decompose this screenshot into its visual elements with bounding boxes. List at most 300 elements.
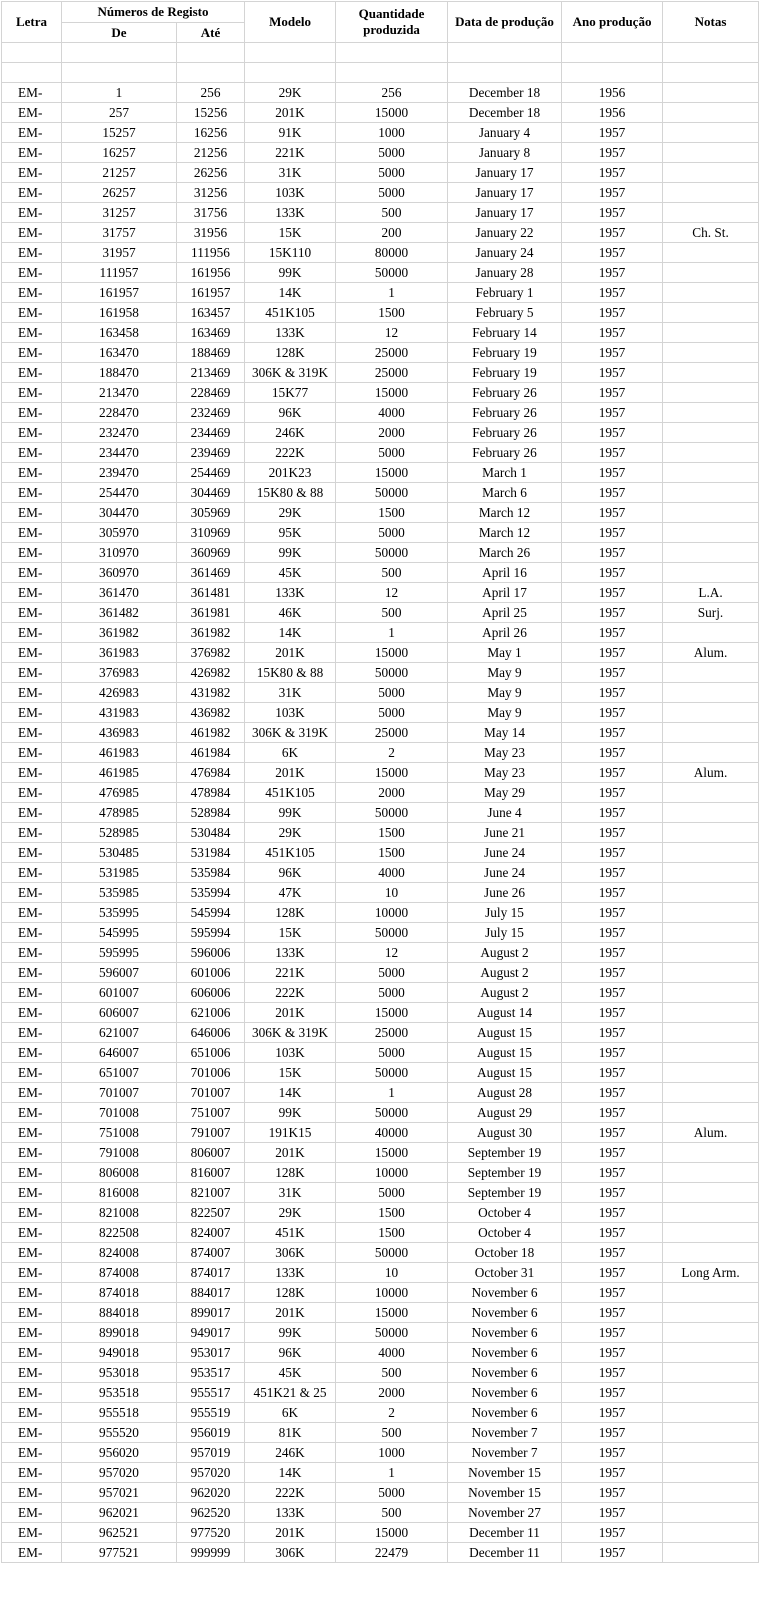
cell-de: 596007: [62, 963, 177, 983]
cell-modelo: 306K & 319K: [245, 363, 336, 383]
cell-ate: 31756: [177, 203, 245, 223]
table-row: [2, 263, 759, 283]
table-row: [2, 1523, 759, 1543]
cell-modelo: 14K: [245, 1083, 336, 1103]
cell-ano: 1957: [562, 243, 663, 263]
cell-ano: 1957: [562, 483, 663, 503]
cell-data: November 27: [448, 1503, 562, 1523]
cell-notas: [663, 903, 759, 923]
cell-modelo: 46K: [245, 603, 336, 623]
table-row: [2, 343, 759, 363]
cell-quantidade: 10: [336, 883, 448, 903]
cell-modelo: 15K: [245, 1063, 336, 1083]
table-row: [2, 483, 759, 503]
cell-modelo: 221K: [245, 143, 336, 163]
cell-quantidade: 500: [336, 1423, 448, 1443]
cell-notas: [663, 83, 759, 103]
table-row: [2, 1363, 759, 1383]
cell-letra: EM-: [2, 323, 62, 343]
cell-modelo: 99K: [245, 1323, 336, 1343]
cell-letra: EM-: [2, 1323, 62, 1343]
cell-ate: 601006: [177, 963, 245, 983]
cell-modelo: 15K77: [245, 383, 336, 403]
cell-notas: L.A.: [663, 583, 759, 603]
cell-de: 461985: [62, 763, 177, 783]
cell-quantidade: 4000: [336, 863, 448, 883]
cell-de: 531985: [62, 863, 177, 883]
cell-letra: EM-: [2, 283, 62, 303]
table-row: [2, 283, 759, 303]
table-row: [2, 943, 759, 963]
cell-de: 953518: [62, 1383, 177, 1403]
cell-quantidade: 50000: [336, 1323, 448, 1343]
cell-data: February 26: [448, 383, 562, 403]
table-row: [2, 983, 759, 1003]
cell-de: 806008: [62, 1163, 177, 1183]
cell-ate: 361469: [177, 563, 245, 583]
cell-ano: 1957: [562, 803, 663, 823]
cell-quantidade: 5000: [336, 683, 448, 703]
cell-modelo: 29K: [245, 503, 336, 523]
cell-letra: EM-: [2, 1443, 62, 1463]
cell-ano: 1957: [562, 603, 663, 623]
cell-ano: 1957: [562, 1003, 663, 1023]
cell-ate: 874007: [177, 1243, 245, 1263]
cell-de: 26257: [62, 183, 177, 203]
cell-letra: EM-: [2, 983, 62, 1003]
cell-de: 239470: [62, 463, 177, 483]
cell-data: January 8: [448, 143, 562, 163]
cell-quantidade: 15000: [336, 103, 448, 123]
cell-letra: EM-: [2, 583, 62, 603]
cell-ate: 606006: [177, 983, 245, 1003]
cell-notas: [663, 443, 759, 463]
cell-ano: 1957: [562, 323, 663, 343]
cell-letra: EM-: [2, 263, 62, 283]
cell-notas: [663, 1503, 759, 1523]
cell-notas: [663, 1283, 759, 1303]
cell-notas: [663, 1483, 759, 1503]
header-notas: Notas: [663, 2, 759, 43]
cell-data: August 2: [448, 943, 562, 963]
cell-quantidade: 10000: [336, 1163, 448, 1183]
cell-data: June 24: [448, 843, 562, 863]
cell-ate: 806007: [177, 1143, 245, 1163]
cell-modelo: 221K: [245, 963, 336, 983]
cell-data: February 19: [448, 363, 562, 383]
cell-ano: 1957: [562, 263, 663, 283]
cell-letra: EM-: [2, 523, 62, 543]
cell-quantidade: 25000: [336, 723, 448, 743]
cell-notas: [663, 823, 759, 843]
cell-ate: 305969: [177, 503, 245, 523]
cell-ate: 955517: [177, 1383, 245, 1403]
cell-ano: 1957: [562, 1463, 663, 1483]
cell-quantidade: 5000: [336, 1483, 448, 1503]
cell-ano: 1957: [562, 923, 663, 943]
cell-notas: Alum.: [663, 763, 759, 783]
cell-ate: 962520: [177, 1503, 245, 1523]
cell-letra: EM-: [2, 1203, 62, 1223]
header-ano: Ano produção: [562, 2, 663, 43]
cell-ate: 360969: [177, 543, 245, 563]
cell-ano: 1957: [562, 423, 663, 443]
cell-letra: EM-: [2, 1363, 62, 1383]
cell-data: December 11: [448, 1543, 562, 1563]
cell-de: 595995: [62, 943, 177, 963]
cell-letra: EM-: [2, 823, 62, 843]
cell-notas: [663, 1323, 759, 1343]
cell-ate: 701007: [177, 1083, 245, 1103]
cell-ate: 957019: [177, 1443, 245, 1463]
cell-notas: [663, 1363, 759, 1383]
table-row: [2, 503, 759, 523]
table-row: [2, 383, 759, 403]
cell-notas: [663, 863, 759, 883]
cell-letra: EM-: [2, 103, 62, 123]
table-row: [2, 363, 759, 383]
cell-quantidade: 500: [336, 1363, 448, 1383]
cell-notas: [663, 683, 759, 703]
cell-quantidade: 5000: [336, 1183, 448, 1203]
cell-ano: 1957: [562, 1203, 663, 1223]
cell-ate: 361982: [177, 623, 245, 643]
cell-data: August 15: [448, 1063, 562, 1083]
cell-notas: [663, 463, 759, 483]
table-row: [2, 1023, 759, 1043]
cell-quantidade: 256: [336, 83, 448, 103]
cell-notas: [663, 1163, 759, 1183]
cell-data: October 4: [448, 1223, 562, 1243]
cell-letra: EM-: [2, 723, 62, 743]
cell-data: August 15: [448, 1023, 562, 1043]
cell-notas: [663, 923, 759, 943]
cell-quantidade: 50000: [336, 1103, 448, 1123]
cell-letra: EM-: [2, 1283, 62, 1303]
cell-quantidade: 22479: [336, 1543, 448, 1563]
cell-ano: 1957: [562, 1283, 663, 1303]
cell-modelo: 201K23: [245, 463, 336, 483]
cell-ano: 1957: [562, 203, 663, 223]
cell-data: May 23: [448, 743, 562, 763]
cell-notas: [663, 363, 759, 383]
cell-modelo: 246K: [245, 423, 336, 443]
cell-modelo: 31K: [245, 163, 336, 183]
cell-data: March 1: [448, 463, 562, 483]
cell-de: 545995: [62, 923, 177, 943]
cell-ano: 1957: [562, 283, 663, 303]
cell-data: March 12: [448, 503, 562, 523]
cell-modelo: 15K: [245, 923, 336, 943]
table-row: [2, 143, 759, 163]
cell-ate: 16256: [177, 123, 245, 143]
cell-ate: 376982: [177, 643, 245, 663]
cell-ate: 256: [177, 83, 245, 103]
table-row: [2, 123, 759, 143]
cell-letra: EM-: [2, 643, 62, 663]
cell-modelo: 81K: [245, 1423, 336, 1443]
cell-ate: 213469: [177, 363, 245, 383]
cell-letra: EM-: [2, 843, 62, 863]
cell-ate: 791007: [177, 1123, 245, 1143]
cell-data: May 23: [448, 763, 562, 783]
cell-data: November 6: [448, 1363, 562, 1383]
cell-modelo: 14K: [245, 1463, 336, 1483]
cell-data: January 22: [448, 223, 562, 243]
cell-letra: EM-: [2, 1043, 62, 1063]
cell-data: August 15: [448, 1043, 562, 1063]
cell-de: 161958: [62, 303, 177, 323]
cell-ano: 1957: [562, 1503, 663, 1523]
cell-quantidade: 50000: [336, 1063, 448, 1083]
cell-letra: EM-: [2, 1383, 62, 1403]
cell-ano: 1957: [562, 163, 663, 183]
cell-quantidade: 4000: [336, 1343, 448, 1363]
cell-letra: EM-: [2, 1143, 62, 1163]
cell-notas: [663, 1463, 759, 1483]
cell-letra: EM-: [2, 203, 62, 223]
cell-ate: 239469: [177, 443, 245, 463]
cell-modelo: 451K105: [245, 783, 336, 803]
cell-ano: 1957: [562, 823, 663, 843]
cell-letra: EM-: [2, 163, 62, 183]
cell-modelo: 246K: [245, 1443, 336, 1463]
cell-ano: 1957: [562, 763, 663, 783]
cell-de: 874008: [62, 1263, 177, 1283]
cell-quantidade: 5000: [336, 163, 448, 183]
table-row: [2, 103, 759, 123]
cell-ano: 1957: [562, 583, 663, 603]
cell-quantidade: 2000: [336, 423, 448, 443]
cell-ate: 535984: [177, 863, 245, 883]
cell-data: February 14: [448, 323, 562, 343]
cell-quantidade: 5000: [336, 443, 448, 463]
table-row: [2, 1143, 759, 1163]
cell-quantidade: 2000: [336, 1383, 448, 1403]
cell-data: May 29: [448, 783, 562, 803]
cell-ate: 899017: [177, 1303, 245, 1323]
cell-letra: EM-: [2, 363, 62, 383]
cell-quantidade: 1500: [336, 503, 448, 523]
cell-data: November 7: [448, 1423, 562, 1443]
cell-letra: EM-: [2, 1103, 62, 1123]
cell-quantidade: 10: [336, 1263, 448, 1283]
cell-ate: 232469: [177, 403, 245, 423]
cell-data: November 6: [448, 1303, 562, 1323]
cell-modelo: 201K: [245, 1143, 336, 1163]
cell-data: May 14: [448, 723, 562, 743]
cell-ano: 1957: [562, 143, 663, 163]
cell-quantidade: 5000: [336, 703, 448, 723]
cell-ate: 874017: [177, 1263, 245, 1283]
cell-modelo: 128K: [245, 1163, 336, 1183]
table-row: [2, 1083, 759, 1103]
cell-quantidade: 15000: [336, 643, 448, 663]
table-row: [2, 1063, 759, 1083]
cell-notas: [663, 1103, 759, 1123]
cell-ano: 1957: [562, 503, 663, 523]
cell-notas: Long Arm.: [663, 1263, 759, 1283]
table-row: [2, 843, 759, 863]
cell-de: 955518: [62, 1403, 177, 1423]
cell-ano: 1957: [562, 1023, 663, 1043]
cell-quantidade: 40000: [336, 1123, 448, 1143]
cell-ate: 15256: [177, 103, 245, 123]
cell-de: 1: [62, 83, 177, 103]
table-row: [2, 1043, 759, 1063]
cell-de: 436983: [62, 723, 177, 743]
cell-modelo: 201K: [245, 1523, 336, 1543]
cell-notas: [663, 1523, 759, 1543]
cell-notas: [663, 783, 759, 803]
cell-ate: 310969: [177, 523, 245, 543]
cell-modelo: 133K: [245, 1263, 336, 1283]
cell-de: 188470: [62, 363, 177, 383]
cell-quantidade: 50000: [336, 1243, 448, 1263]
cell-ano: 1957: [562, 643, 663, 663]
table-row: [2, 923, 759, 943]
cell-quantidade: 2: [336, 743, 448, 763]
cell-modelo: 128K: [245, 343, 336, 363]
cell-ate: 884017: [177, 1283, 245, 1303]
cell-ate: 478984: [177, 783, 245, 803]
cell-letra: EM-: [2, 1303, 62, 1323]
cell-modelo: 451K105: [245, 303, 336, 323]
cell-notas: [663, 243, 759, 263]
cell-notas: [663, 1143, 759, 1163]
cell-modelo: 99K: [245, 263, 336, 283]
cell-ano: 1957: [562, 743, 663, 763]
cell-notas: [663, 1543, 759, 1563]
cell-data: August 2: [448, 963, 562, 983]
cell-quantidade: 2000: [336, 783, 448, 803]
cell-modelo: 133K: [245, 203, 336, 223]
cell-ate: 956019: [177, 1423, 245, 1443]
table-row: [2, 1003, 759, 1023]
cell-data: April 17: [448, 583, 562, 603]
cell-notas: [663, 743, 759, 763]
table-row: [2, 803, 759, 823]
cell-quantidade: 15000: [336, 383, 448, 403]
cell-de: 535985: [62, 883, 177, 903]
cell-de: 957021: [62, 1483, 177, 1503]
cell-quantidade: 5000: [336, 983, 448, 1003]
cell-letra: EM-: [2, 703, 62, 723]
cell-ano: 1957: [562, 883, 663, 903]
cell-ate: 436982: [177, 703, 245, 723]
cell-data: October 4: [448, 1203, 562, 1223]
cell-modelo: 29K: [245, 823, 336, 843]
cell-de: 791008: [62, 1143, 177, 1163]
cell-quantidade: 5000: [336, 1043, 448, 1063]
cell-ate: 528984: [177, 803, 245, 823]
cell-de: 476985: [62, 783, 177, 803]
cell-ate: 361981: [177, 603, 245, 623]
cell-letra: EM-: [2, 443, 62, 463]
cell-letra: EM-: [2, 943, 62, 963]
cell-ano: 1957: [562, 343, 663, 363]
cell-ano: 1957: [562, 1303, 663, 1323]
cell-data: December 18: [448, 103, 562, 123]
cell-quantidade: 50000: [336, 263, 448, 283]
cell-ano: 1957: [562, 1343, 663, 1363]
cell-de: 426983: [62, 683, 177, 703]
cell-letra: EM-: [2, 1003, 62, 1023]
cell-quantidade: 500: [336, 563, 448, 583]
header-letra: Letra: [2, 2, 62, 43]
cell-ano: 1957: [562, 663, 663, 683]
cell-quantidade: 1000: [336, 1443, 448, 1463]
cell-letra: EM-: [2, 883, 62, 903]
cell-quantidade: 1000: [336, 123, 448, 143]
cell-letra: EM-: [2, 1163, 62, 1183]
cell-letra: EM-: [2, 923, 62, 943]
cell-letra: EM-: [2, 183, 62, 203]
cell-notas: [663, 663, 759, 683]
cell-quantidade: 500: [336, 1503, 448, 1523]
cell-de: 651007: [62, 1063, 177, 1083]
cell-data: March 12: [448, 523, 562, 543]
cell-quantidade: 50000: [336, 923, 448, 943]
cell-notas: [663, 283, 759, 303]
cell-letra: EM-: [2, 1483, 62, 1503]
cell-letra: EM-: [2, 563, 62, 583]
cell-de: 305970: [62, 523, 177, 543]
table-row: [2, 863, 759, 883]
header-quantidade: Quantidade produzida: [336, 2, 448, 43]
cell-de: 31957: [62, 243, 177, 263]
cell-ate: 962020: [177, 1483, 245, 1503]
cell-ano: 1957: [562, 383, 663, 403]
cell-de: 310970: [62, 543, 177, 563]
cell-modelo: 103K: [245, 703, 336, 723]
cell-modelo: 306K: [245, 1243, 336, 1263]
cell-letra: EM-: [2, 1023, 62, 1043]
cell-quantidade: 15000: [336, 1003, 448, 1023]
cell-letra: EM-: [2, 1243, 62, 1263]
cell-data: May 1: [448, 643, 562, 663]
cell-notas: [663, 1043, 759, 1063]
cell-modelo: 191K15: [245, 1123, 336, 1143]
cell-ano: 1957: [562, 943, 663, 963]
cell-letra: EM-: [2, 1183, 62, 1203]
cell-modelo: 451K: [245, 1223, 336, 1243]
cell-ano: 1957: [562, 303, 663, 323]
cell-ano: 1957: [562, 463, 663, 483]
cell-modelo: 201K: [245, 1003, 336, 1023]
cell-letra: EM-: [2, 1543, 62, 1563]
cell-notas: [663, 1003, 759, 1023]
cell-notas: [663, 343, 759, 363]
cell-ano: 1957: [562, 1323, 663, 1343]
cell-ate: 531984: [177, 843, 245, 863]
cell-ate: 361481: [177, 583, 245, 603]
table-row: [2, 543, 759, 563]
cell-de: 899018: [62, 1323, 177, 1343]
cell-de: 621007: [62, 1023, 177, 1043]
table-row: [2, 443, 759, 463]
cell-quantidade: 50000: [336, 803, 448, 823]
table-row: [2, 1203, 759, 1223]
cell-quantidade: 5000: [336, 523, 448, 543]
cell-data: September 19: [448, 1143, 562, 1163]
cell-data: March 6: [448, 483, 562, 503]
cell-letra: EM-: [2, 543, 62, 563]
cell-de: 213470: [62, 383, 177, 403]
cell-notas: [663, 883, 759, 903]
cell-modelo: 31K: [245, 1183, 336, 1203]
cell-data: November 6: [448, 1403, 562, 1423]
